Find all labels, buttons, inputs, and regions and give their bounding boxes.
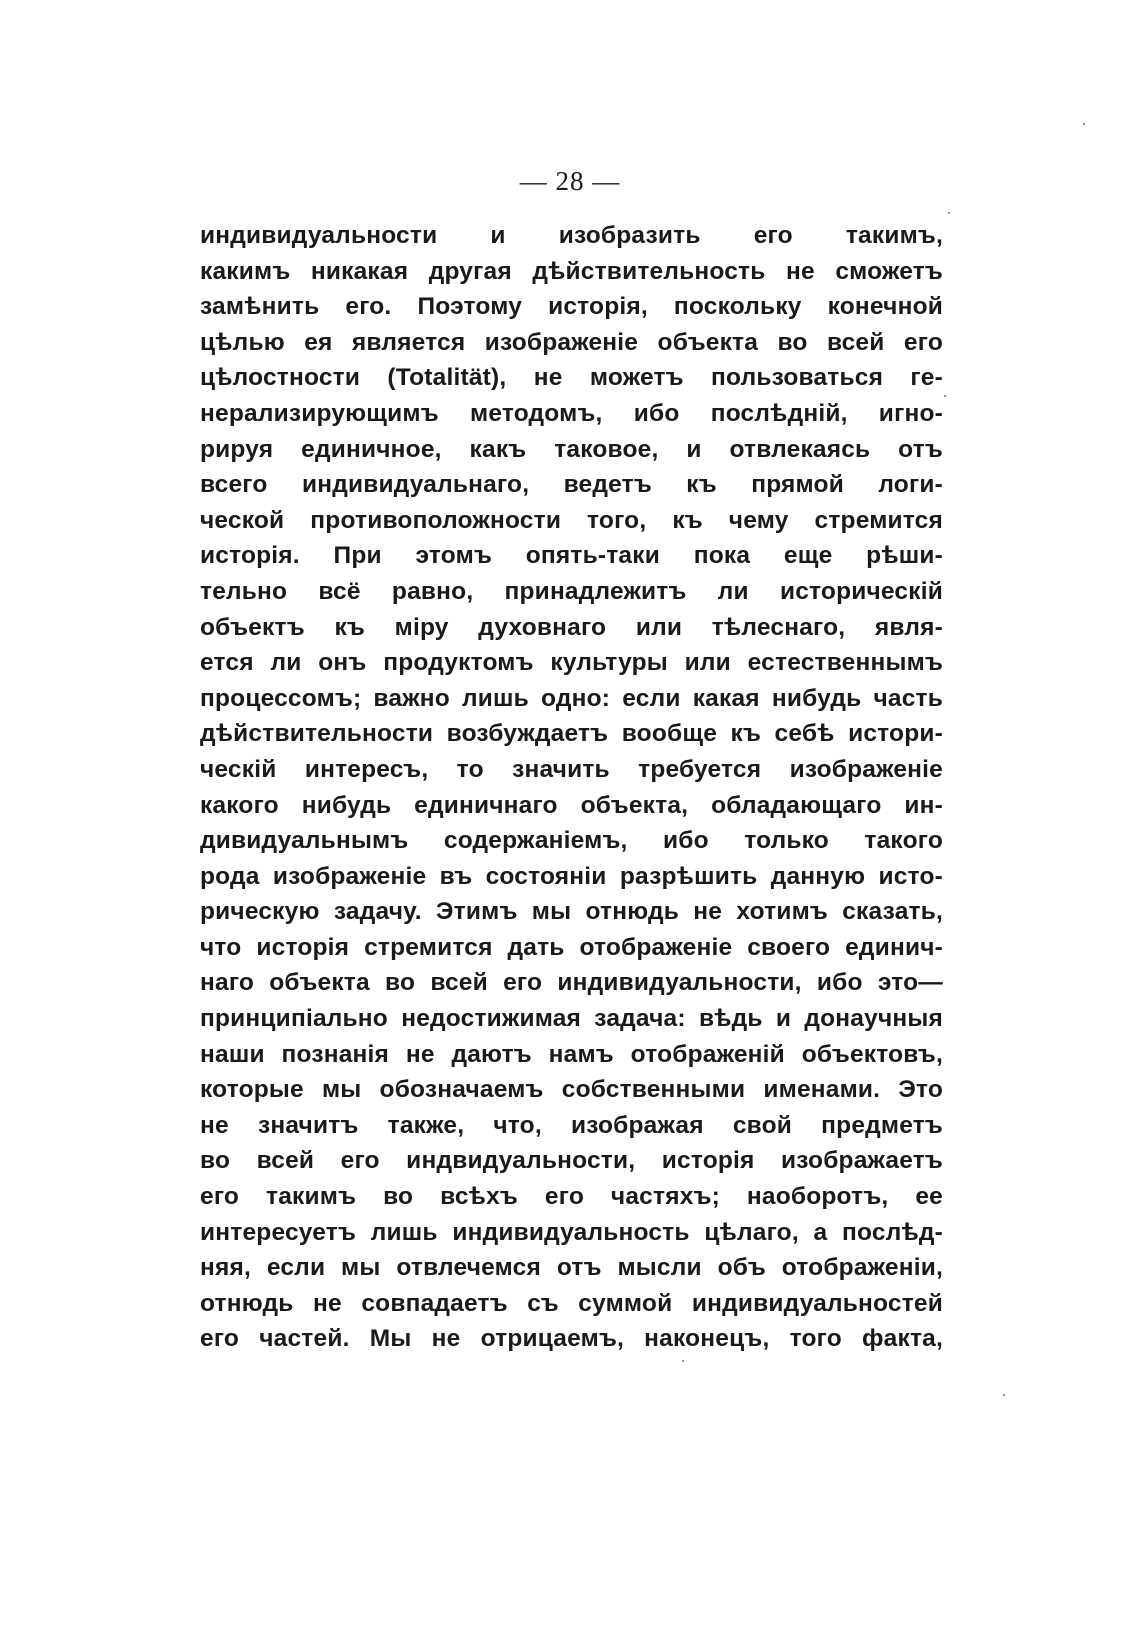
text-line: дѣйствительности возбуждаетъ вообще къ себѣ истори-: [200, 720, 943, 748]
text-line: наго объекта во всей его индивидуальности, ибо это—: [200, 969, 943, 997]
scan-speck: [948, 212, 950, 214]
text-line: его такимъ во всѣхъ его частяхъ; наоборотъ, ее: [200, 1183, 943, 1211]
scan-speck: [944, 395, 946, 397]
text-line: его частей. Мы не отрицаемъ, наконецъ, того факта,: [200, 1325, 943, 1353]
text-line: цѣлью ея является изображеніе объекта во всей его: [200, 328, 943, 356]
text-line: всего индивидуальнаго, ведетъ къ прямой логи-: [200, 471, 943, 499]
text-line: ется ли онъ продуктомъ культуры или естественнымъ: [200, 649, 943, 677]
text-line: принципіально недостижимая задача: вѣдь и донаучныя: [200, 1005, 943, 1033]
text-line: рода изображеніе въ состояніи разрѣшить данную исто-: [200, 862, 943, 890]
text-line: рическую задачу. Этимъ мы отнюдь не хотимъ сказать,: [200, 898, 943, 926]
text-line: нерализирующимъ методомъ, ибо послѣдній, игно-: [200, 399, 943, 427]
text-line: которые мы обозначаемъ собственными именами. Это: [200, 1076, 943, 1104]
text-line: ческой противоположности того, къ чему стремится: [200, 506, 943, 534]
page-number: — 28 —: [519, 166, 621, 196]
text-line: не значитъ также, что, изображая свой предметъ: [200, 1111, 943, 1139]
text-line: наши познанія не даютъ намъ отображеній объектовъ,: [200, 1040, 943, 1068]
text-line: во всей его индвидуальности, исторія изображаетъ: [200, 1147, 943, 1175]
text-line: какого нибудь единичнаго объекта, обладающаго ин-: [200, 791, 943, 819]
text-line: дивидуальнымъ содержаніемъ, ибо только такого: [200, 827, 943, 855]
scan-speck: [1003, 1394, 1005, 1396]
text-line: няя, если мы отвлечемся отъ мысли объ отображеніи,: [200, 1254, 943, 1282]
text-line: процессомъ; важно лишь одно: если какая нибудь часть: [200, 684, 943, 712]
text-line: тельно всё равно, принадлежитъ ли историческій: [200, 577, 943, 605]
text-line: интересуетъ лишь индивидуальность цѣлаго, а послѣд-: [200, 1218, 943, 1246]
scan-speck: [682, 1360, 684, 1362]
text-line: отнюдь не совпадаетъ съ суммой индивидуальностей: [200, 1289, 943, 1317]
text-line: объектъ къ міру духовнаго или тѣлеснаго, явля-: [200, 613, 943, 641]
text-line: цѣлостности (Totalität), не можетъ пользоваться ге-: [200, 364, 943, 392]
text-line: что исторія стремится дать отображеніе своего единич-: [200, 933, 943, 961]
text-line: исторія. При этомъ опять-таки пока еще рѣши-: [200, 542, 943, 570]
scan-speck: [1083, 123, 1085, 125]
text-line: ческій интересъ, то значить требуется изображеніе: [200, 755, 943, 783]
text-line: индивидуальности и изобразить его такимъ,: [200, 222, 943, 249]
text-line: рируя единичное, какъ таковое, и отвлекаясь отъ: [200, 435, 943, 463]
body-text: [200, 218, 943, 1357]
text-line: какимъ никакая другая дѣйствительность не сможетъ: [200, 257, 943, 285]
text-line: замѣнить его. Поэтому исторія, поскольку конечной: [200, 293, 943, 321]
